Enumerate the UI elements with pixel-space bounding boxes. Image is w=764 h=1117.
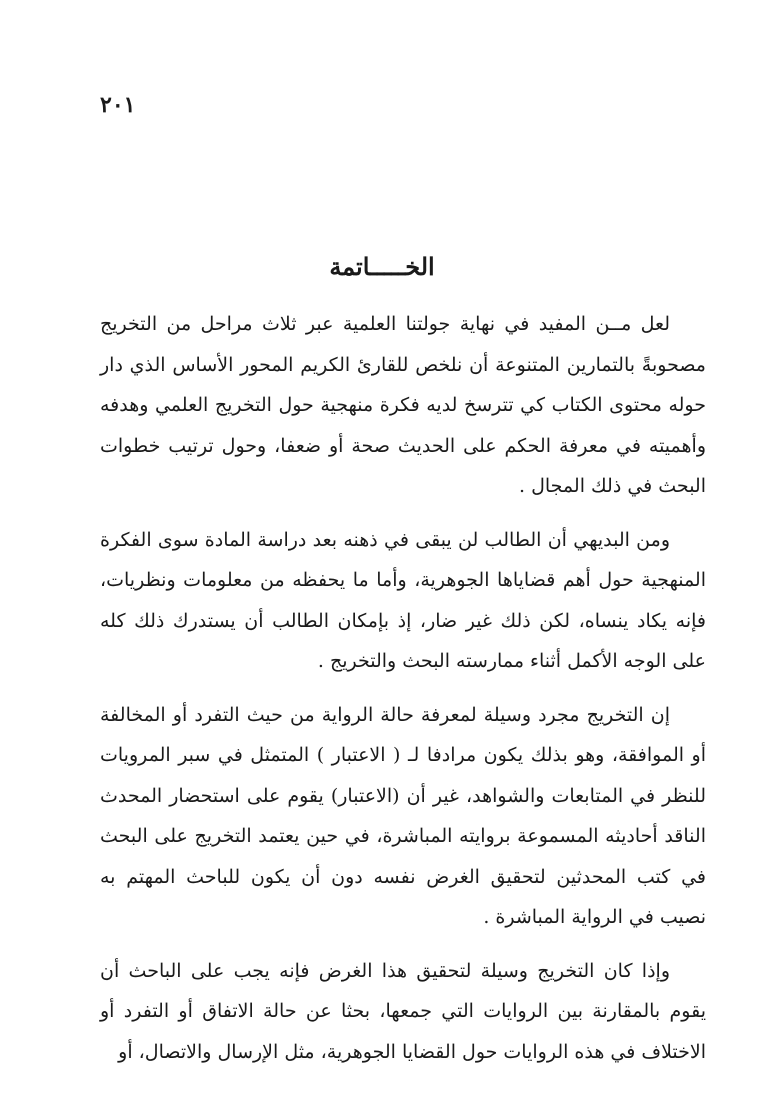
page-number: ٢٠١ <box>100 92 136 118</box>
paragraph-1: لعل مــن المفيد في نهاية جولتنا العلمية عبر ثلاث مراحل من التخريج مصحوبةً بالتمارين المتنوعة أن نلخص للقارئ الكريم المحور الأساس الذي دار حوله محتوى الكتاب كي تترسخ لديه فكرة منهجية حول التخريج العلمي وهدفه وأهميته في معرفة الحكم على الحديث صحة أو ضعفا، وحول ترتيب خطوات البحث في ذلك المجال . <box>100 313 706 497</box>
paragraph-4: وإذا كان التخريج وسيلة لتحقيق هذا الغرض فإنه يجب على الباحث أن يقوم بالمقارنة بين الروايات التي جمعها، بحثا عن حالة الاتفاق أو التفرد أو الاختلاف في هذه الروايات حول القضايا الجوهرية، مثل الإرسال والاتصال، أو <box>100 959 706 1063</box>
chapter-title: الخـــــاتمة <box>329 252 435 281</box>
paragraph-3: إن التخريج مجرد وسيلة لمعرفة حالة الرواية من حيث التفرد أو المخالفة أو الموافقة، وهو بذلك يكون مرادفا لـ ( الاعتبار ) المتمثل في سبر المرويات للنظر في المتابعات والشواهد، غير أن (الاعتبار) يقوم على استحضار المحدث الناقد أحاديثه المسموعة بروايته المباشرة، في حين يعتمد التخريج على البحث في كتب المحدثين لتحقيق الغرض نفسه دون أن يكون للباحث المهتم به نصيب في الرواية المباشرة . <box>100 703 706 928</box>
body-text <box>100 304 706 1072</box>
paragraph-2: ومن البديهي أن الطالب لن يبقى في ذهنه بعد دراسة المادة سوى الفكرة المنهجية حول أهم قضاياها الجوهرية، وأما ما يحفظه من معلومات ونظريات، فإنه يكاد ينساه، لكن ذلك غير ضار، إذ بإمكان الطالب أن يستدرك ذلك كله على الوجه الأكمل أثناء ممارسته البحث والتخريج . <box>100 528 706 672</box>
